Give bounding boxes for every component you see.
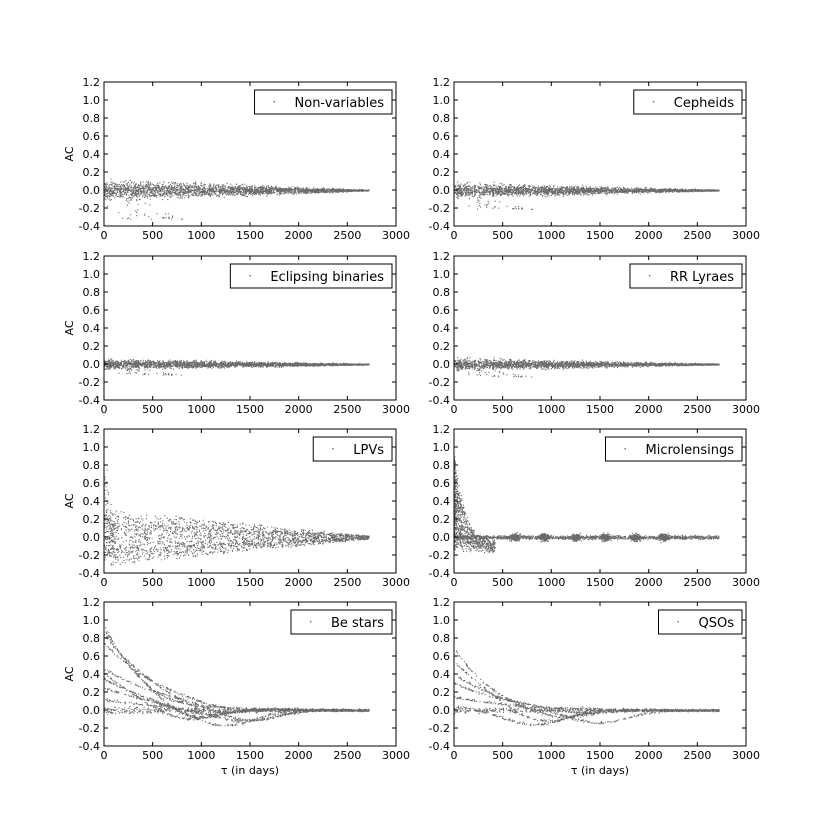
y-tick-label: 1.2	[82, 423, 100, 436]
x-tick-label: 2500	[333, 576, 362, 589]
legend-label: Eclipsing binaries	[270, 270, 384, 285]
y-tick-label: 0.2	[432, 513, 450, 526]
y-tick-label: -0.4	[428, 740, 450, 753]
x-tick-label: 3000	[732, 749, 760, 762]
y-tick-label: 0.8	[82, 112, 100, 125]
legend-marker	[678, 621, 679, 622]
y-tick-label: 0.0	[82, 358, 100, 371]
x-tick-label: 2000	[284, 403, 313, 416]
x-tick-label: 1500	[236, 403, 264, 416]
y-tick-label: 1.2	[82, 250, 100, 263]
y-tick-label: 0.2	[82, 166, 100, 179]
legend-rr-lyraes	[630, 264, 742, 288]
y-tick-label: 0.4	[82, 495, 100, 508]
legend-label: Non-variables	[294, 96, 384, 111]
panel-lpvs	[63, 423, 410, 589]
y-tick-label: 1.2	[432, 423, 450, 436]
y-tick-label: 1.2	[432, 76, 450, 89]
panel-be-stars	[63, 596, 410, 777]
x-tick-label: 1000	[187, 403, 216, 416]
y-tick-label: -0.2	[428, 549, 450, 562]
y-tick-label: 1.2	[82, 596, 100, 609]
x-tick-label: 1000	[537, 229, 566, 242]
y-tick-label: -0.4	[78, 394, 100, 407]
x-tick-label: 2000	[284, 576, 313, 589]
x-tick-label: 500	[142, 576, 164, 589]
x-tick-label: 2500	[683, 749, 712, 762]
y-axis-label: AC	[63, 320, 76, 336]
x-tick-label: 2000	[634, 229, 663, 242]
x-tick-label: 2500	[333, 403, 362, 416]
y-tick-label: 0.0	[82, 704, 100, 717]
y-tick-label: 1.2	[432, 250, 450, 263]
x-axis-label: τ (in days)	[570, 764, 630, 777]
y-tick-label: -0.2	[428, 722, 450, 735]
y-tick-label: 1.2	[82, 76, 100, 89]
x-tick-label: 500	[492, 229, 514, 242]
y-tick-label: 0.6	[432, 650, 450, 663]
x-tick-label: 3000	[382, 229, 410, 242]
x-tick-label: 2500	[683, 229, 712, 242]
y-tick-label: 0.0	[432, 184, 450, 197]
y-tick-label: 1.0	[82, 94, 100, 107]
y-tick-label: 0.8	[432, 112, 450, 125]
y-tick-label: 1.0	[82, 614, 100, 627]
legend-label: Be stars	[330, 616, 384, 631]
x-tick-label: 500	[142, 229, 164, 242]
x-tick-label: 2000	[634, 403, 663, 416]
legend-label: Cepheids	[673, 96, 734, 111]
y-tick-label: 0.4	[432, 148, 450, 161]
x-tick-label: 3000	[382, 749, 410, 762]
legend-be-stars	[291, 610, 392, 634]
legend-label: LPVs	[353, 443, 384, 458]
legend-label: Microlensings	[645, 443, 734, 458]
x-tick-label: 2500	[683, 576, 712, 589]
x-tick-label: 0	[450, 576, 458, 589]
y-tick-label: -0.2	[428, 202, 450, 215]
x-tick-label: 500	[142, 403, 164, 416]
y-tick-label: -0.4	[428, 567, 450, 580]
panel-qsos	[429, 596, 760, 777]
y-tick-label: 0.6	[432, 304, 450, 317]
y-tick-label: 0.2	[82, 686, 100, 699]
x-tick-label: 1000	[537, 749, 566, 762]
legend-label: RR Lyraes	[669, 270, 734, 285]
x-tick-label: 500	[492, 749, 514, 762]
y-tick-label: -0.4	[428, 220, 450, 233]
y-tick-label: 0.2	[432, 166, 450, 179]
data-points-non-variables	[104, 179, 370, 220]
x-tick-label: 2000	[634, 749, 663, 762]
legend-marker	[310, 621, 311, 622]
x-tick-label: 500	[142, 749, 164, 762]
x-tick-label: 1500	[586, 576, 614, 589]
y-tick-label: -0.2	[78, 376, 100, 389]
y-tick-label: 1.0	[82, 441, 100, 454]
x-tick-label: 1500	[236, 576, 264, 589]
y-tick-label: -0.4	[78, 740, 100, 753]
legend-eclipsing-binaries	[230, 264, 392, 288]
y-tick-label: 0.4	[82, 322, 100, 335]
x-tick-label: 2500	[333, 749, 362, 762]
x-tick-label: 3000	[732, 229, 760, 242]
legend-qsos	[659, 610, 743, 634]
y-tick-label: 0.2	[82, 340, 100, 353]
x-tick-label: 2500	[333, 229, 362, 242]
x-tick-label: 1500	[586, 229, 614, 242]
data-points-be-stars	[104, 627, 370, 726]
x-tick-label: 1000	[187, 576, 216, 589]
y-tick-label: 1.0	[432, 94, 450, 107]
x-tick-label: 0	[100, 576, 108, 589]
x-tick-label: 2000	[634, 576, 663, 589]
panel-cepheids	[429, 76, 760, 242]
x-tick-label: 1000	[187, 749, 216, 762]
x-tick-label: 1500	[236, 229, 264, 242]
x-tick-label: 0	[100, 403, 108, 416]
y-tick-label: 0.2	[432, 686, 450, 699]
y-tick-label: -0.2	[78, 549, 100, 562]
x-tick-label: 1000	[187, 229, 216, 242]
legend-marker	[625, 448, 626, 449]
data-points-cepheids	[454, 182, 720, 211]
panel-eclipsing-binaries	[63, 250, 410, 416]
y-tick-label: 0.4	[82, 668, 100, 681]
y-tick-label: -0.4	[428, 394, 450, 407]
y-tick-label: 0.4	[432, 668, 450, 681]
y-tick-label: 1.0	[82, 268, 100, 281]
x-tick-label: 1500	[586, 403, 614, 416]
x-tick-label: 1500	[586, 749, 614, 762]
data-points-eclipsing-binaries	[104, 358, 370, 376]
data-points-rr-lyraes	[454, 357, 720, 378]
legend-microlensings	[606, 437, 743, 461]
legend-label: QSOs	[698, 616, 734, 631]
y-tick-label: 1.0	[432, 441, 450, 454]
legend-marker	[653, 101, 654, 102]
y-tick-label: -0.4	[78, 567, 100, 580]
y-tick-label: 0.8	[432, 286, 450, 299]
y-axis-label: AC	[63, 666, 76, 682]
y-tick-label: 0.4	[432, 322, 450, 335]
y-tick-label: 0.6	[82, 130, 100, 143]
x-tick-label: 1500	[236, 749, 264, 762]
y-tick-label: 0.8	[82, 632, 100, 645]
panel-microlensings	[429, 423, 760, 589]
legend-marker	[332, 448, 333, 449]
y-tick-label: -0.2	[78, 202, 100, 215]
x-tick-label: 3000	[382, 403, 410, 416]
legend-non-variables	[255, 90, 392, 114]
y-tick-label: -0.2	[78, 722, 100, 735]
y-tick-label: 0.2	[432, 340, 450, 353]
x-axis-label: τ (in days)	[220, 764, 280, 777]
x-tick-label: 2500	[683, 403, 712, 416]
y-tick-label: 0.8	[432, 459, 450, 472]
data-points-microlensings	[454, 456, 720, 553]
y-axis-label: AC	[63, 493, 76, 509]
data-points-qsos	[454, 651, 720, 727]
y-tick-label: 0.0	[432, 358, 450, 371]
y-tick-label: 0.6	[82, 304, 100, 317]
y-tick-label: 1.0	[432, 268, 450, 281]
x-tick-label: 0	[100, 749, 108, 762]
y-tick-label: 1.0	[432, 614, 450, 627]
x-tick-label: 3000	[732, 403, 760, 416]
panel-rr-lyraes	[429, 250, 760, 416]
x-tick-label: 500	[492, 576, 514, 589]
y-tick-label: 0.8	[82, 286, 100, 299]
x-tick-label: 3000	[382, 576, 410, 589]
x-tick-label: 0	[450, 749, 458, 762]
x-tick-label: 0	[100, 229, 108, 242]
x-tick-label: 0	[450, 229, 458, 242]
y-tick-label: 0.0	[82, 184, 100, 197]
y-tick-label: 1.2	[432, 596, 450, 609]
legend-marker	[274, 101, 275, 102]
y-tick-label: 0.6	[82, 650, 100, 663]
y-tick-label: 0.6	[432, 130, 450, 143]
legend-marker	[249, 275, 250, 276]
legend-lpvs	[313, 437, 392, 461]
y-tick-label: 0.6	[432, 477, 450, 490]
legend-marker	[649, 275, 650, 276]
panel-non-variables	[63, 76, 410, 242]
y-tick-label: 0.4	[432, 495, 450, 508]
y-tick-label: 0.6	[82, 477, 100, 490]
x-tick-label: 2000	[284, 749, 313, 762]
y-tick-label: 0.8	[432, 632, 450, 645]
y-tick-label: -0.2	[428, 376, 450, 389]
x-tick-label: 0	[450, 403, 458, 416]
legend-cepheids	[634, 90, 742, 114]
y-tick-label: 0.4	[82, 148, 100, 161]
x-tick-label: 500	[492, 403, 514, 416]
data-points-lpvs	[104, 470, 370, 566]
y-tick-label: 0.0	[432, 531, 450, 544]
y-tick-label: 0.2	[82, 513, 100, 526]
y-axis-label: AC	[63, 146, 76, 162]
y-tick-label: 0.0	[432, 704, 450, 717]
x-tick-label: 1000	[537, 403, 566, 416]
x-tick-label: 2000	[284, 229, 313, 242]
y-tick-label: 0.0	[82, 531, 100, 544]
y-tick-label: 0.8	[82, 459, 100, 472]
y-tick-label: -0.4	[78, 220, 100, 233]
x-tick-label: 1000	[537, 576, 566, 589]
x-tick-label: 3000	[732, 576, 760, 589]
